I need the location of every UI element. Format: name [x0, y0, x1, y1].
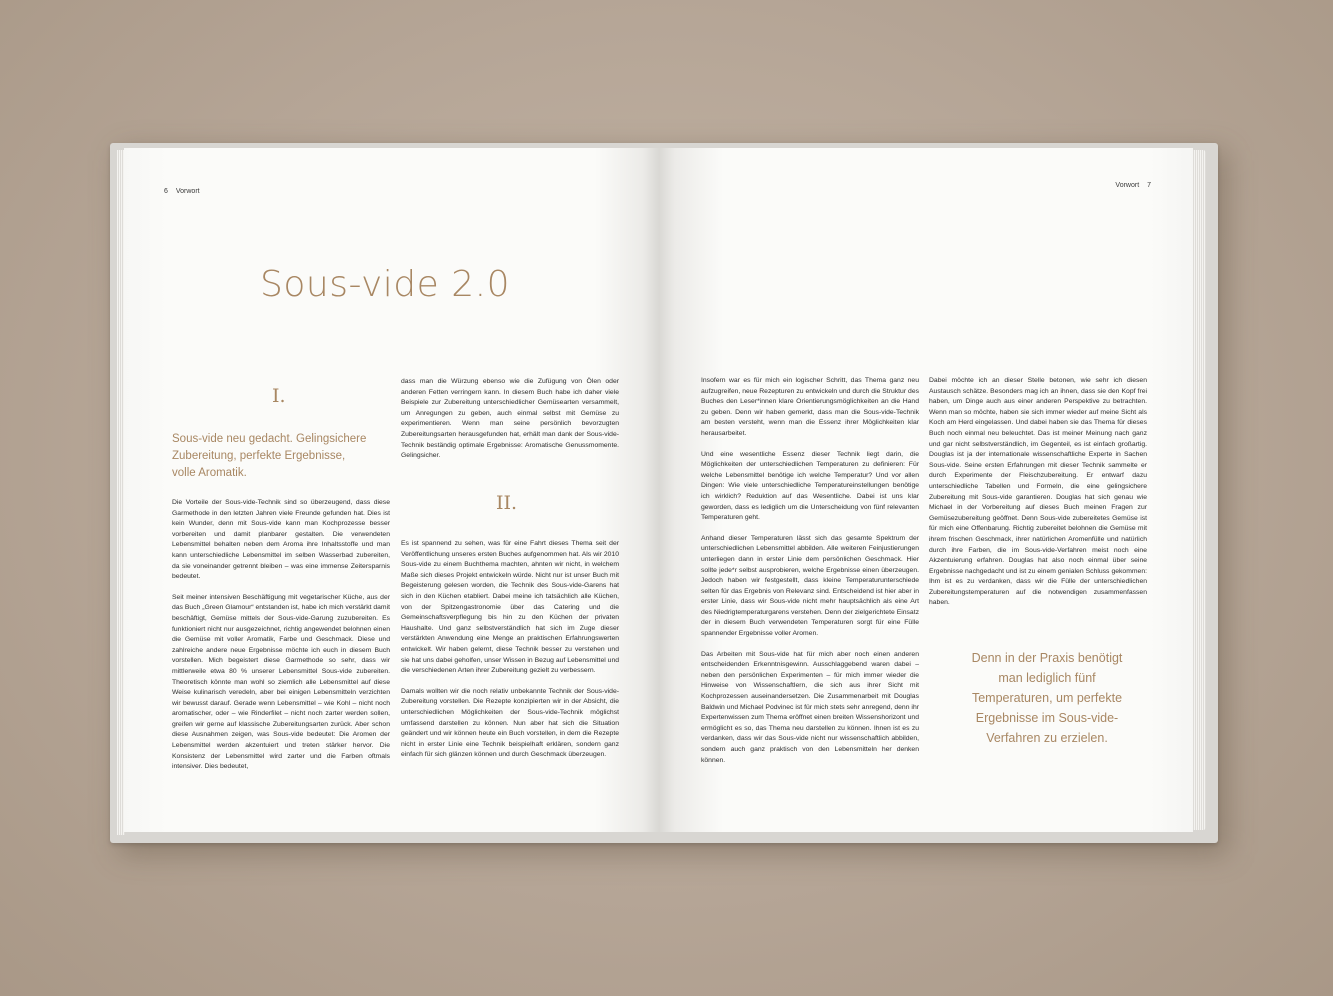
quote-line: Ergebnisse im Sous-vide-: [975, 711, 1119, 725]
paragraph: Es ist spannend zu sehen, was für eine Fahrt dieses Thema seit der Veröffentlichung unseres ersten Buches aufgenommen hat. Als wir 2010 Sous-vide zu einem Buchthema machten, ahnten wir nicht, in welchem Maße sich dieses Projekt entwickeln würde. Nicht nur ist unser Buch mit Begeisterung gelesen worden, die Technik des Sous-vide-Garens hat sich in den Küchen etabliert. Dabei meine ich tatsächlich alle Küchen, von der Spitzengastronomie über das Catering und die Gemeinschaftsverpflegung bis hin zu den Küchen der privaten Haushalte. Und ganz selbstverständlich hat sich im Zuge dieser verstärkten Anwendung eine Menge an praktischen Erfahrungswerten entwickelt. Wir haben gelernt, diese Technik besser zu verstehen und sie hat uns dabei geholfen, unser Wissen in Bezug auf Lebensmittel und die verschiedenen Arten ihrer Zubereitung gezielt zu verbessern.: [401, 540, 619, 675]
left-column-2b: [401, 539, 619, 771]
paragraph: Seit meiner intensiven Beschäftigung mit vegetarischer Küche, aus der das Buch „Green Glamour“ entstanden ist, habe ich mich verstärkt damit beschäftigt, Gemüse mittels der Sous-vide-Garung zuzubereiten. Es funktioniert nicht nur ausgezeichnet, richtig angewendet belohnen einen die Gemüse mit voller Aromatik, Farbe und Geschmack. Diese und zahlreiche andere neue Ergebnisse möchte ich euch in diesem Buch vorstellen. Mich begeistert diese Garmethode so sehr, dass wir mittlerweile etwa 80 % unserer Lebensmittel Sous-vide zubereiten. Theoretisch könnte man wohl so ziemlich alle Lebensmittel auf diese Weise kulinarisch veredeln, aber bei einigen Lebensmitteln verzichten wir bewusst darauf. Gerade wenn Lebensmittel – wie Kohl – nicht noch aromatischer, oder – wie Rinderfilet – nicht noch zarter werden sollen, greifen wir gerne auf klassische Zubereitungsarten zurück. Aber schon diese Ausnahmen zeigen, was Sous-vide bedeutet: Die Aromen der Lebensmittel werden akzentuiert und treten stärker hervor. Die Konsistenz der Lebensmittel wird zarter und die Farben oftmals intensiver. Dies bedeutet,: [172, 593, 390, 771]
paragraph: Damals wollten wir die noch relativ unbekannte Technik der Sous-vide-Zubereitung vorstellen. Die Rezepte konzipierten wir in der Absicht, die unterschiedlichen Möglichkeiten der Sous-vide-Technik möglichst umfassend darstellen zu können. Nun aber hat sich die Situation geändert und wir können heute ein Buch vorstellen, in dem die Rezepte nicht in erster Linie eine Technik beispielhaft erklären, sondern ganz einfach für sich glänzen können und durch Geschmack überzeugen.: [401, 687, 619, 759]
quote-line: Verfahren zu erzielen.: [986, 731, 1108, 745]
left-folio: [158, 188, 200, 195]
right-column-2: [929, 376, 1147, 619]
running-head: Vorwort: [175, 188, 200, 195]
paragraph: Insofern war es für mich ein logischer Schritt, das Thema ganz neu aufzugreifen, neue Rezepturen zu entwickeln und durch die Struktur des Buches den Leser*innen klare Orientierungsmöglichkeiten an die Hand zu geben. Denn wir haben gemerkt, dass man die Sous-vide-Technik am besten versteht, wenn man die Essenz ihrer Möglichkeiten klar herausarbeitet.: [701, 377, 919, 437]
left-column-2: [401, 377, 619, 472]
paragraph: Das Arbeiten mit Sous-vide hat für mich aber noch einen anderen entscheidenden Erkenntnisgewinn. Ausschlaggebend waren dabei – neben den persönlichen Experimenten – für mich immer wieder die Hinweise von Wissenschaftlern, die sich aus ihrer Sicht mit Kochprozessen auseinandersetzen. Die Zusammenarbeit mit Douglas Baldwin und Michael Podvinec ist für mich stets sehr anregend, denn ihr Expertenwissen zum Thema eröffnet einen breiten Wissenshorizont und ermöglicht es so, das Thema neu darstellen zu können. Ihnen ist es zu verdanken, dass wir das Sous-vide nicht nur wissenschaftlich abbilden, sondern auch ganz praktisch von den Lebensmitteln her denken können.: [701, 650, 919, 764]
left-page: [124, 148, 659, 832]
section-numeral-two: II.: [496, 492, 518, 514]
section-numeral-one: I.: [272, 385, 286, 407]
right-column-1: [701, 376, 919, 776]
quote-line: Denn in der Praxis benötigt: [971, 651, 1123, 665]
running-head: Vorwort: [1115, 182, 1140, 189]
paragraph: dass man die Würzung ebenso wie die Zufügung von Ölen oder anderen Fetten verringern kann. In diesem Buch habe ich daher viele Beispiele zur Zubereitung unterschiedlicher Gemüsearten versammelt, um Anregungen zu geben, auch einmal selbst mit Gemüse zu experimentieren. Wenn man seine persönlich bevorzugten Zubereitungsarten herausgefunden hat, erhält man dank der Sous-vide-Technik beständig optimale Ergebnisse: Aromatische Genussmomente. Gelingsicher.: [401, 378, 619, 460]
intro-line: volle Aromatik.: [172, 467, 247, 479]
intro-line: Sous-vide neu gedacht. Gelingsichere: [172, 433, 367, 445]
paragraph: Anhand dieser Temperaturen lässt sich das gesamte Spektrum der unterschiedlichen Lebensmittel abbilden. Alle weiteren Feinjustierungen unterliegen dann in erster Linie dem persönlichen Geschmack. Hier sollte jede*r selbst ausprobieren, welche Ergebnisse einen überzeugen. Jedoch haben wir festgestellt, dass kleine Temperaturunterschiede selten für das Ergebnis von Relevanz sind. Entscheidend ist hier aber in erster Linie, dass wir Sous-vide nicht mehr hauptsächlich als eine Art des Niedrigtemperaturgarens verstehen. Denn der zielgerichtete Einsatz der in diesem Buch verwendeten Temperaturen sorgt für eine Fülle spannender Ergebnisse voller Aromen.: [701, 534, 919, 638]
right-page: [659, 148, 1193, 832]
quote-line: Temperaturen, um perfekte: [971, 691, 1123, 705]
quote-line: man lediglich fünf: [998, 671, 1096, 685]
page-number: 6: [164, 188, 168, 195]
page-number: 7: [1147, 182, 1151, 189]
intro-line: Zubereitung, perfekte Ergebnisse,: [172, 450, 346, 462]
paragraph: Und eine wesentliche Essenz dieser Technik liegt darin, die Möglichkeiten der unterschiedlichen Temperaturen zu definieren: Für welche Lebensmittel benötige ich welche Temperatur? Und vor allen Dingen: Wie viele unterschiedliche Temperatureinstellungen benötige ich wirklich? Reduktion auf das Wesentliche. Dabei ist uns klar geworden, dass es lediglich um die Unterscheidung von fünf relevanten Temperaturen geht.: [701, 450, 919, 522]
pull-quote: [937, 648, 1157, 748]
right-folio: [1115, 182, 1157, 189]
left-column-1: [172, 498, 390, 783]
paragraph: Dabei möchte ich an dieser Stelle betonen, wie sehr ich diesen Austausch schätze. Besonders mag ich an ihnen, dass sie den Kopf frei haben, um Dinge auch aus einer anderen Perspektive zu betrachten. Wenn man so möchte, haben sie sich immer wieder auf meine Sicht als Koch am Herd eingelassen. Und dabei haben sie das Thema für dieses Buch noch einmal neu beleuchtet. Das ist meiner Meinung nach ganz und gar nicht selbstverständlich, im Gegenteil, es ist einfach großartig. Douglas ist ja der internationale wissenschaftliche Experte in Sachen Sous-vide. Seine ersten Erfahrungen mit dieser Technik sammelte er durch Experimente der Fleischzubereitung. Er entwarf dazu unterschiedliche Tabellen und Formeln, die eine gelingsichere Zubereitung mit Sous-vide garantieren. Douglas hat sich genau wie Michael in der Vorbereitung auf dieses Buch meinen Fragen zur Gemüsezubereitung geöffnet. Denn Sous-vide zubereitetes Gemüse ist für mich eine Offenbarung. Richtig zubereitet belohnen die Gemüse mit ihrem frischen Geschmack, ihrer natürlichen Aromenfülle und natürlich durch ihre Farben, die im Sous-vide-Verfahren meist noch eine Akzentuierung erfahren. Douglas hat also noch einmal über seine Ergebnisse nachgedacht und ist zu einem genialen Schluss gekommen: Ihm ist es zu verdanken, dass wir die Fülle der unterschiedlichen Zubereitungstemperaturen auf die notwendigen zusammenfassen haben.: [929, 377, 1147, 607]
intro-text: [172, 431, 382, 482]
paragraph: Die Vorteile der Sous-vide-Technik sind so überzeugend, dass diese Garmethode in den letzten Jahren viele Freunde gefunden hat. Dies ist kein Wunder, denn mit Sous-vide kann man Kochprozesse besser vorbereiten und damit planbarer gestalten. Die verwendeten Lebensmittel behalten neben dem Aroma ihre Inhaltsstoffe und man kann unterschiedliche Lebensmittel im selben Wasserbad zubereiten, da sie voneinander getrennt bleiben – was eine immense Zeitersparnis bedeutet.: [172, 499, 390, 581]
page-title: Sous-vide 2.0: [260, 264, 510, 305]
